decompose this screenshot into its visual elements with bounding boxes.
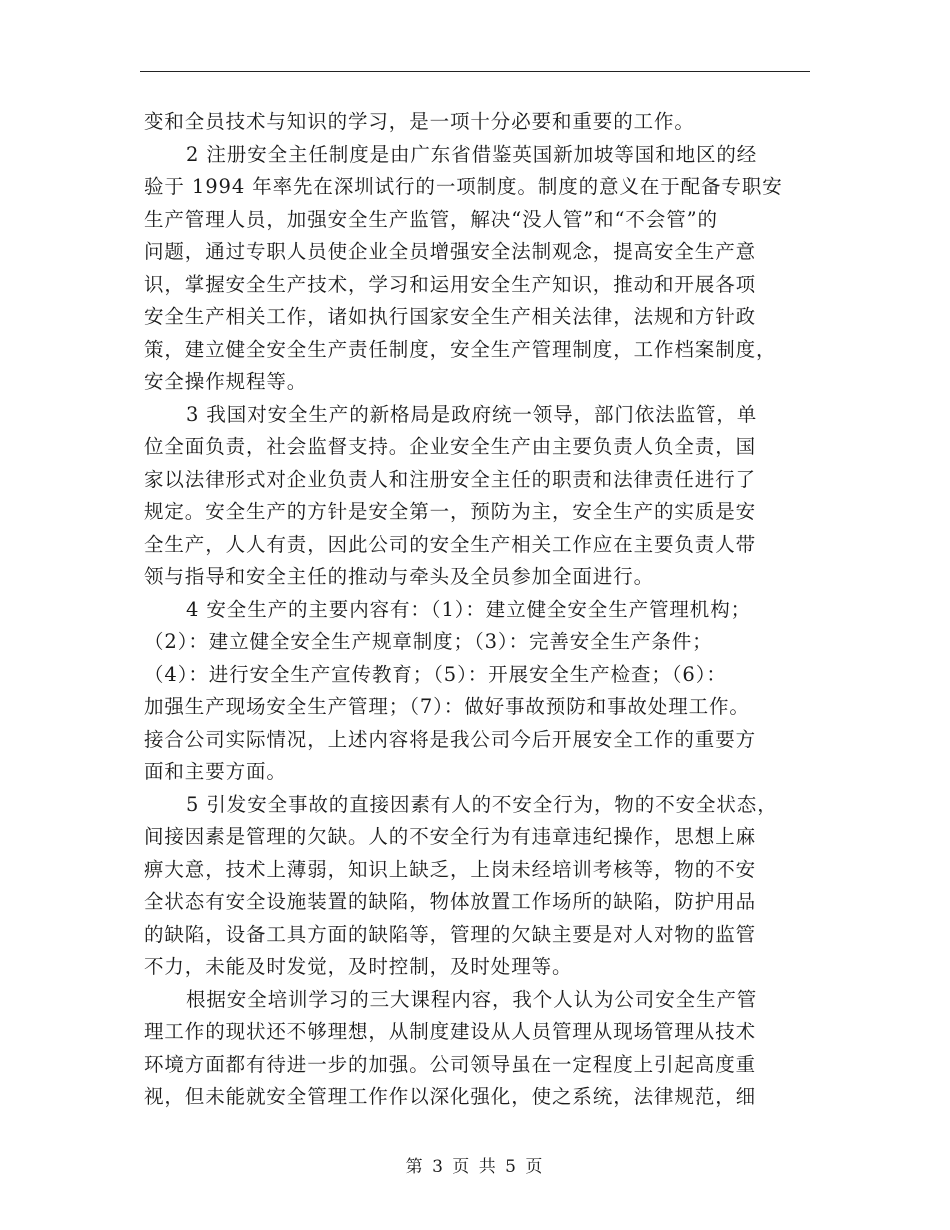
- text-line: 位全面负责，社会监督支持。企业安全生产由主要负责人负全责，国: [144, 435, 757, 458]
- text-line: 5 引发安全事故的直接因素有人的不安全行为，物的不安全状态，: [186, 792, 778, 816]
- text-line: 领与指导和安全主任的推动与牵头及全员参加全面进行。: [144, 565, 655, 588]
- header-rule: [140, 71, 810, 72]
- text-line: （2）：建立健全安全生产规章制度；（3）：完善安全生产条件；: [144, 630, 713, 653]
- document-body: [144, 106, 810, 1114]
- text-line: 不力，未能及时发觉，及时控制，及时处理等。: [144, 955, 573, 978]
- text-line: 策，建立健全安全生产责任制度，安全生产管理制度，工作档案制度，: [144, 337, 777, 361]
- text-line: 全状态有安全设施装置的缺陷，物体放置工作场所的缺陷，防护用品: [144, 890, 757, 913]
- text-line: 理工作的现状还不够理想，从制度建设从人员管理从现场管理从技术: [144, 1020, 757, 1043]
- text-line: 环境方面都有待进一步的加强。公司领导虽在一定程度上引起高度重: [144, 1052, 757, 1076]
- text-line: 2 注册安全主任制度是由广东省借鉴英国新加坡等国和地区的经: [186, 142, 758, 166]
- text-line: 全生产，人人有责，因此公司的安全生产相关工作应在主要负责人带: [144, 532, 757, 556]
- text-line: 间接因素是管理的欠缺。人的不安全行为有违章违纪操作，思想上麻: [144, 825, 757, 848]
- text-line: 加强生产现场安全生产管理；（7）：做好事故预防和事故处理工作。: [144, 695, 750, 718]
- page-number-footer: 第 3 页 共 5 页: [405, 1157, 545, 1177]
- text-line: 根据安全培训学习的三大课程内容，我个人认为公司安全生产管: [186, 987, 758, 1011]
- text-line: 接合公司实际情况，上述内容将是我公司今后开展安全工作的重要方: [144, 727, 757, 751]
- text-line: 家以法律形式对企业负责人和注册安全主任的职责和法律责任进行了: [144, 467, 757, 491]
- text-line: 安全生产相关工作，诸如执行国家安全生产相关法律，法规和方针政: [144, 305, 757, 328]
- text-line: 验于 1994 年率先在深圳试行的一项制度。制度的意义在于配备专职安: [144, 175, 783, 198]
- text-line: 问题，通过专职人员使企业全员增强安全法制观念，提高安全生产意: [144, 240, 757, 263]
- text-line: 生产管理人员，加强安全生产监管，解决“没人管”和“不会管”的: [144, 207, 718, 231]
- text-line: （4）：进行安全生产宣传教育；（5）：开展安全生产检查；（6）：: [144, 662, 727, 686]
- text-line: 视，但未能就安全管理工作作以深化强化，使之系统，法律规范，细: [144, 1085, 757, 1108]
- text-line: 安全操作规程等。: [144, 370, 308, 393]
- text-line: 3 我国对安全生产的新格局是政府统一领导，部门依法监管，单: [186, 402, 758, 426]
- text-line: 变和全员技术与知识的学习，是一项十分必要和重要的工作。: [144, 110, 695, 133]
- text-line: 的缺陷，设备工具方面的缺陷等，管理的欠缺主要是对人对物的监管: [144, 922, 757, 946]
- text-line: 4 安全生产的主要内容有：（1）：建立健全安全生产管理机构；: [186, 597, 752, 621]
- text-line: 识，掌握安全生产技术，学习和运用安全生产知识，推动和开展各项: [144, 272, 757, 296]
- text-line: 面和主要方面。: [144, 760, 287, 783]
- text-line: 规定。安全生产的方针是安全第一，预防为主，安全生产的实质是安: [144, 500, 757, 523]
- text-line: 痹大意，技术上薄弱，知识上缺乏，上岗未经培训考核等，物的不安: [144, 857, 757, 881]
